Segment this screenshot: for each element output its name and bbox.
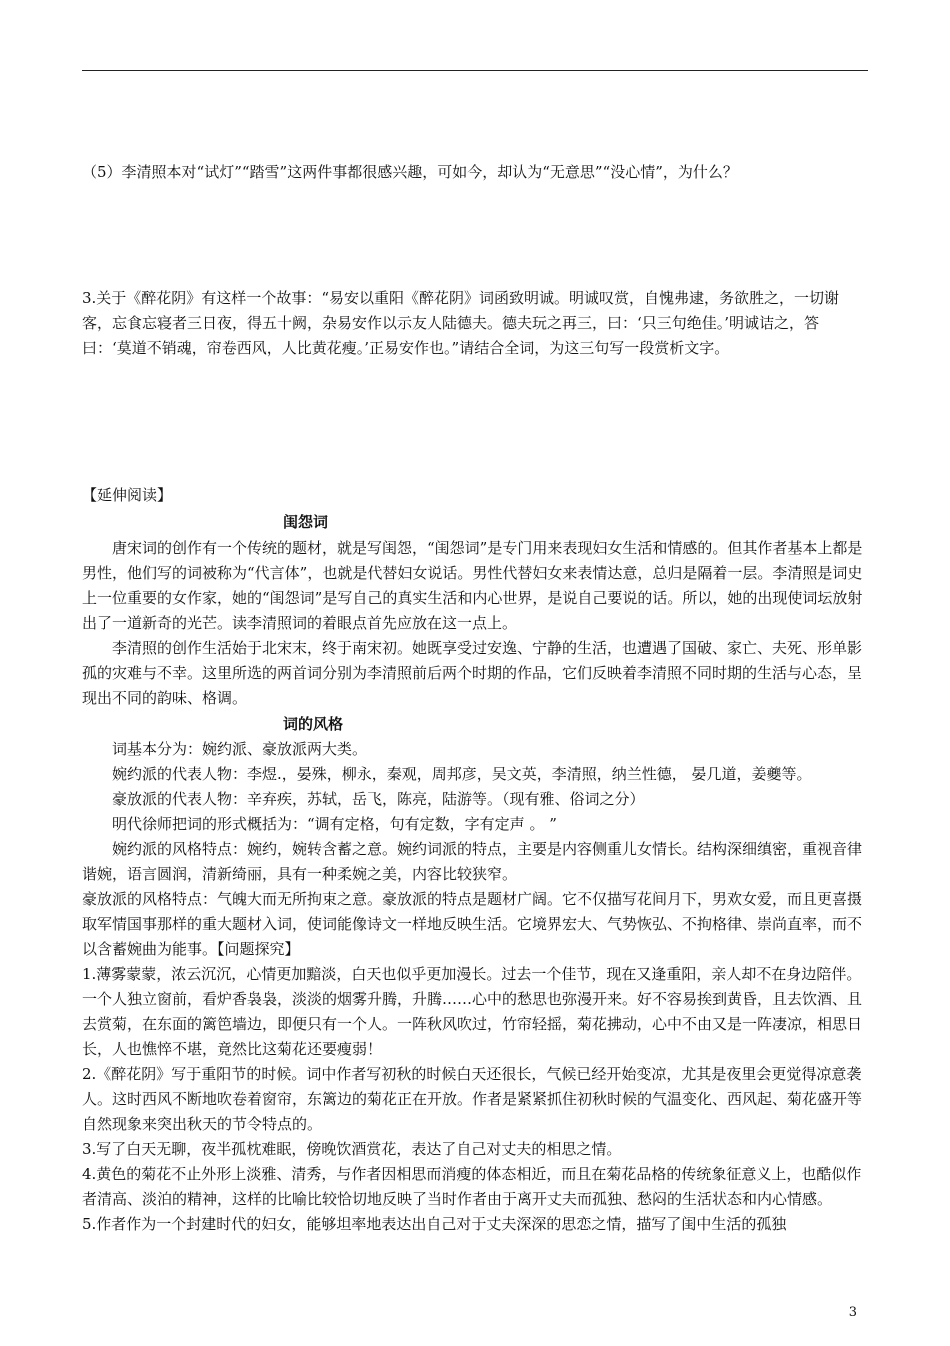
- page-number: 3: [848, 1305, 857, 1320]
- paragraph: 李清照的创作生活始于北宋末，终于南宋初。她既享受过安逸、宁静的生活，也遭遇了国破、家亡、夫死、形单影孤的灾难与不幸。这里所选的两首词分别为李清照前后两个时期的作品，它们反映着李清照不同时期的生活与心态，呈现出不同的韵味、格调。: [82, 639, 863, 707]
- question-3: 3.关于《醉花阴》有这样一个故事：“易安以重阳《醉花阴》词函致明诚。明诚叹赏，自愧弗逮，务欲胜之，一切谢客，忘食忘寝者三日夜，得五十阙，杂易安作以示友人陆德夫。德夫玩之再三，曰：‘只三句绝佳。’明诚诘之，答曰：‘莫道不销魂，帘卷西风，人比黄花瘦。’正易安作也。”请结合全词，为这三句写一段赏析文字。: [82, 289, 839, 357]
- paragraph: 豪放派的代表人物：辛弃疾，苏轼，岳飞，陈亮，陆游等。（现有雅、俗词之分）: [112, 790, 645, 808]
- section-guiyuan-body: [82, 536, 868, 711]
- answer-5: 5.作者作为一个封建时代的妇女，能够坦率地表达出自己对于丈夫深深的思恋之情，描写了闺中生活的孤独: [82, 1215, 787, 1233]
- section-style-body: [82, 737, 868, 1237]
- question-5: （5）李清照本对“试灯”“踏雪”这两件事都很感兴趣，可如今，却认为“无意思”“没心情”，为什么？: [82, 163, 738, 181]
- paragraph: 婉约派的代表人物：李煜.，晏殊，柳永，秦观，周邦彦，吴文英，李清照，纳兰性德， 晏几道，姜夔等。: [112, 765, 812, 783]
- header-rule: [82, 70, 868, 71]
- answer-2: 2.《醉花阴》写于重阳节的时候。词中作者写初秋的时候白天还很长，气候已经开始变凉，尤其是夜里会更觉得凉意袭人。这时西风不断地吹卷着窗帘，东篱边的菊花正在开放。作者是紧紧抓住初秋时候的气温变化、西风起、菊花盛开等自然现象来突出秋天的节令特点的。: [82, 1065, 863, 1133]
- paragraph: 唐宋词的创作有一个传统的题材，就是写闺怨，“闺怨词”是专门用来表现妇女生活和情感的。但其作者基本上都是男性，他们写的词被称为“代言体”，也就是代替妇女说话。男性代替妇女来表情达意，总归是隔着一层。李清照是词史上一位重要的女作家，她的“闺怨词”是写自己的真实生活和内心世界，是说自己要说的话。所以，她的出现使词坛放射出了一道新奇的光芒。读李清照词的着眼点首先应放在这一点上。: [82, 539, 863, 632]
- answer-1: 1.薄雾蒙蒙，浓云沉沉，心情更加黯淡，白天也似乎更加漫长。过去一个佳节，现在又逢重阳，亲人却不在身边陪伴。一个人独立窗前，看炉香袅袅，淡淡的烟雾升腾，升腾……心中的愁思也弥漫开来。好不容易挨到黄昏，且去饮酒、且去赏菊，在东面的篱笆墙边，即便只有一个人。一阵秋风吹过，竹帘轻摇，菊花拂动，心中不由又是一阵凄凉，相思日长，人也憔悴不堪，竟然比这菊花还要瘦弱！: [82, 965, 863, 1058]
- paragraph: 明代徐师把词的形式概括为：“调有定格，句有定数，字有定声 。 ”: [112, 815, 557, 833]
- paragraph-haofang: 豪放派的风格特点：气魄大而无所拘束之意。豪放派的特点是题材广阔。它不仅描写花间月下，男欢女爱，而且更喜摄取军情国事那样的重大题材入词，使词能像诗文一样地反映生活。它境界宏大、气势恢弘、不拘格律、崇尚直率，而不以含蓄婉曲为能事。【问题探究】: [82, 890, 863, 958]
- paragraph: 婉约派的风格特点：婉约，婉转含蓄之意。婉约词派的特点，主要是内容侧重儿女情长。结构深细缜密，重视音律谐婉，语言圆润，清新绮丽，具有一种柔婉之美，内容比较狭窄。: [82, 840, 863, 883]
- paragraph: 词基本分为：婉约派、豪放派两大类。: [112, 740, 368, 758]
- section-title-guiyuan: 闺怨词: [283, 513, 329, 531]
- answer-4: 4.黄色的菊花不止外形上淡雅、清秀，与作者因相思而消瘦的体态相近，而且在菊花品格的传统象征意义上，也酷似作者清高、淡泊的精神，这样的比喻比较恰切地反映了当时作者由于离开丈夫而孤独、愁闷的生活状态和内心情感。: [82, 1165, 862, 1208]
- extension-heading: 【延伸阅读】: [82, 486, 173, 504]
- section-title-style: 词的风格: [283, 715, 344, 733]
- answer-3: 3.写了白天无聊，夜半孤枕难眠，傍晚饮酒赏花，表达了自己对丈夫的相思之情。: [82, 1140, 622, 1158]
